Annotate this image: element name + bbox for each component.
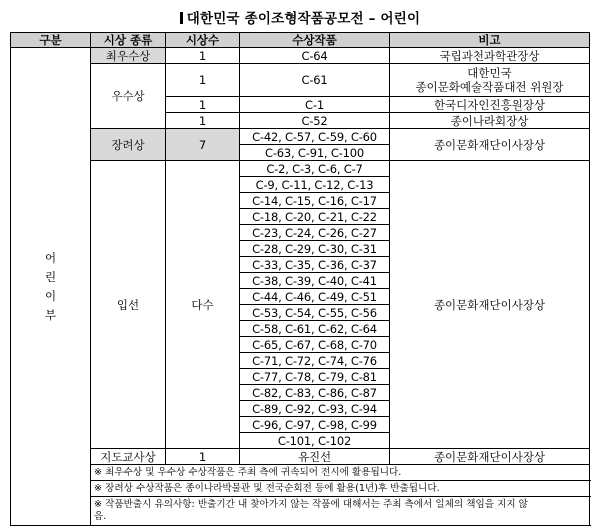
award-count-cell: 1 bbox=[166, 113, 240, 129]
awards-table bbox=[10, 32, 590, 526]
work-cell: C-82, C-83, C-86, C-87 bbox=[240, 385, 390, 401]
remark-cell: 종이문화재단이사장상 bbox=[390, 129, 590, 161]
award-count-cell: 1 bbox=[166, 64, 240, 97]
work-cell: C-52 bbox=[240, 113, 390, 129]
remark-cell: 국립과천과학관장상 bbox=[390, 48, 590, 64]
footnote: ※ 최우수상 및 우수상 수상작품은 주최 측에 귀속되어 전시에 활용됩니다. bbox=[91, 465, 590, 481]
header-category: 구분 bbox=[11, 33, 91, 48]
note-row bbox=[11, 465, 590, 481]
work-cell: C-61 bbox=[240, 64, 390, 97]
work-cell: C-58, C-61, C-62, C-64 bbox=[240, 321, 390, 337]
header-award-count: 시상수 bbox=[166, 33, 240, 48]
work-cell: C-14, C-15, C-16, C-17 bbox=[240, 193, 390, 209]
remark-cell: 종이나라회장상 bbox=[390, 113, 590, 129]
work-cell: C-53, C-54, C-55, C-56 bbox=[240, 305, 390, 321]
remark-cell: 대한민국 종이문화예술작품대전 위원장 bbox=[390, 64, 590, 97]
title-marker bbox=[180, 12, 183, 24]
remark-cell: 종이문화재단이사장상 bbox=[390, 449, 590, 465]
work-cell: C-9, C-11, C-12, C-13 bbox=[240, 177, 390, 193]
table-row bbox=[11, 64, 590, 97]
work-cell: C-65, C-67, C-68, C-70 bbox=[240, 337, 390, 353]
table-row bbox=[11, 449, 590, 465]
work-cell: C-77, C-78, C-79, C-81 bbox=[240, 369, 390, 385]
award-type-cell: 지도교사상 bbox=[91, 449, 166, 465]
award-count-cell: 1 bbox=[166, 48, 240, 64]
work-cell: C-96, C-97, C-98, C-99 bbox=[240, 417, 390, 433]
work-cell: C-33, C-35, C-36, C-37 bbox=[240, 257, 390, 273]
remark-cell: 종이문화재단이사장상 bbox=[390, 161, 590, 449]
page-title-text: 대한민국 종이조형작품공모전 – 어린이 bbox=[186, 11, 421, 27]
footnote: ※ 장려상 수상작품은 종이나라박물관 및 전국순회전 등에 활용(1년)후 반출됩니다. bbox=[91, 481, 590, 497]
work-cell: 유진선 bbox=[240, 449, 390, 465]
table-row bbox=[11, 48, 590, 64]
note-row bbox=[11, 481, 590, 497]
table-row bbox=[11, 129, 590, 145]
work-cell: C-71, C-72, C-74, C-76 bbox=[240, 353, 390, 369]
work-cell: C-2, C-3, C-6, C-7 bbox=[240, 161, 390, 177]
work-cell: C-44, C-46, C-49, C-51 bbox=[240, 289, 390, 305]
table-row bbox=[11, 161, 590, 177]
header-row bbox=[11, 33, 590, 48]
work-cell: C-1 bbox=[240, 97, 390, 113]
award-count-cell: 다수 bbox=[166, 161, 240, 449]
award-type-cell: 장려상 bbox=[91, 129, 166, 161]
work-cell: C-64 bbox=[240, 48, 390, 64]
work-cell: C-63, C-91, C-100 bbox=[240, 145, 390, 161]
work-cell: C-89, C-92, C-93, C-94 bbox=[240, 401, 390, 417]
work-cell: C-42, C-57, C-59, C-60 bbox=[240, 129, 390, 145]
award-count-cell: 7 bbox=[166, 129, 240, 161]
work-cell: C-28, C-29, C-30, C-31 bbox=[240, 241, 390, 257]
award-type-cell: 최우수상 bbox=[91, 48, 166, 64]
category-cell: 어 린 이 부 bbox=[11, 48, 91, 526]
award-count-cell: 1 bbox=[166, 449, 240, 465]
page-title bbox=[0, 7, 600, 27]
header-winning-works: 수상작품 bbox=[240, 33, 390, 48]
award-type-cell: 입선 bbox=[91, 161, 166, 449]
header-award-type: 시상 종류 bbox=[91, 33, 166, 48]
note-row bbox=[11, 497, 590, 526]
work-cell: C-23, C-24, C-26, C-27 bbox=[240, 225, 390, 241]
work-cell: C-101, C-102 bbox=[240, 433, 390, 449]
work-cell: C-18, C-20, C-21, C-22 bbox=[240, 209, 390, 225]
award-type-cell: 우수상 bbox=[91, 64, 166, 129]
work-cell: C-38, C-39, C-40, C-41 bbox=[240, 273, 390, 289]
header-remarks: 비고 bbox=[390, 33, 590, 48]
award-count-cell: 1 bbox=[166, 97, 240, 113]
footnote: ※ 작품반출시 유의사항: 반출기간 내 찾아가지 않는 작품에 대해서는 주최 측에서 일체의 책임을 지지 않음. bbox=[91, 497, 590, 526]
remark-cell: 한국디자인진흥원장상 bbox=[390, 97, 590, 113]
